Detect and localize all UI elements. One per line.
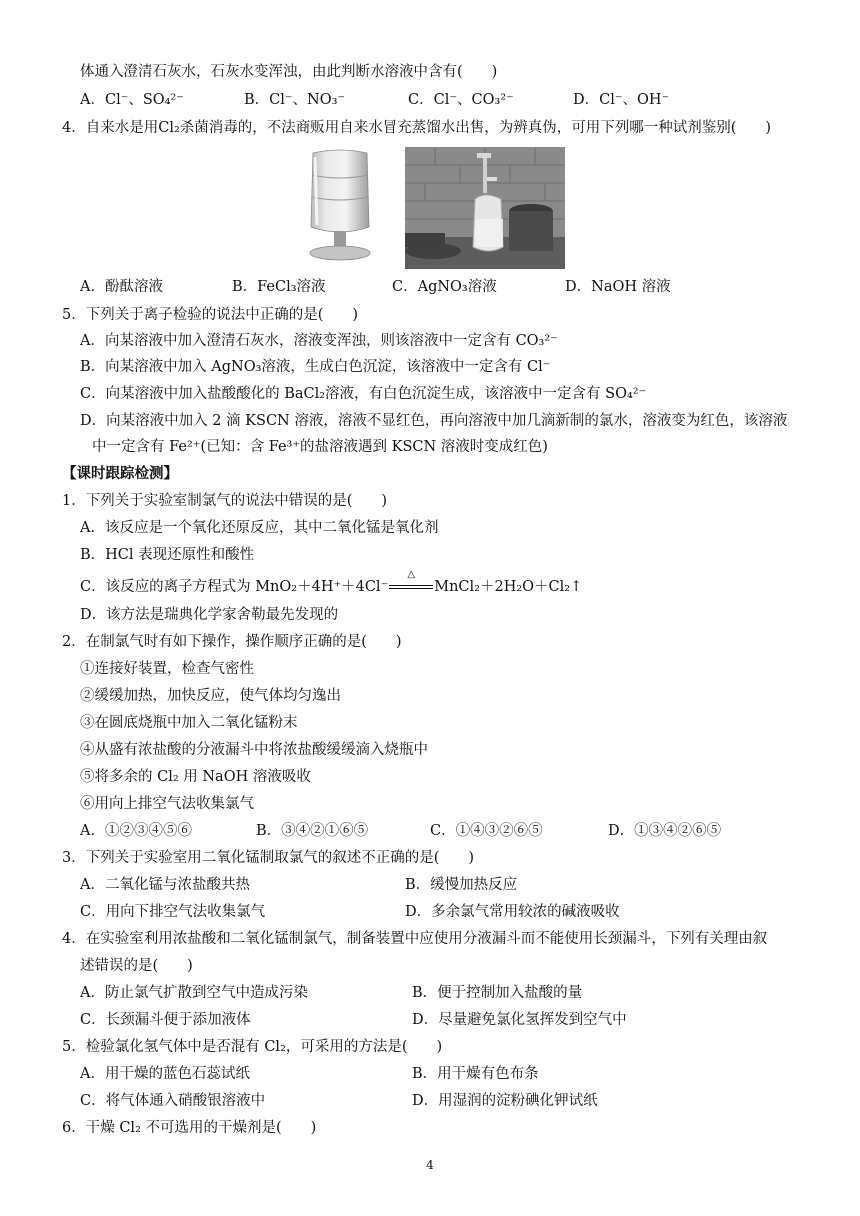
- section-heading: 【课时跟踪检测】: [62, 465, 178, 482]
- question-continuation: 体通入澄清石灰水，石灰水变浑浊，由此判断水溶液中含有( ): [80, 64, 498, 80]
- s5-option-c: C．将气体通入硝酸银溶液中: [80, 1093, 266, 1109]
- s1-option-b: B．HCl 表现还原性和酸性: [80, 547, 255, 563]
- option-c: C．Cl⁻、CO₃²⁻: [408, 92, 514, 108]
- s2-step-2: ②缓缓加热，加快反应，使气体均匀逸出: [80, 688, 341, 704]
- q5-option-c: C．向某溶液中加入盐酸酸化的 BaCl₂溶液，有白色沉淀生成，该溶液中一定含有 SO₄²⁻: [80, 386, 647, 402]
- s3-option-d: D．多余氯气常用较浓的碱液吸收: [405, 904, 620, 920]
- option-b: B．Cl⁻、NO₃⁻: [244, 92, 346, 108]
- heating-condition-icon: △: [407, 569, 416, 580]
- s5-option-d: D．用湿润的淀粉碘化钾试纸: [412, 1093, 598, 1109]
- tap-water-photo: [405, 147, 565, 269]
- s6-stem: 6．干燥 Cl₂ 不可选用的干燥剂是( ): [62, 1120, 317, 1136]
- s4-option-c: C．长颈漏斗便于添加液体: [80, 1012, 251, 1028]
- s1-option-c-left: C．该反应的离子方程式为 MnO₂＋4H⁺＋4Cl⁻: [80, 579, 389, 595]
- question-4-stem: 4．自来水是用Cl₂杀菌消毒的，不法商贩用自来水冒充蒸馏水出售，为辨真伪，可用下列哪一种试剂鉴别( ): [62, 120, 772, 136]
- s4-stem-line2: 述错误的是( ): [80, 958, 193, 974]
- s1-option-a: A．该反应是一个氧化还原反应，其中二氧化锰是氧化剂: [80, 520, 439, 536]
- s2-step-4: ④从盛有浓盐酸的分液漏斗中将浓盐酸缓缓滴入烧瓶中: [80, 742, 428, 758]
- s4-option-a: A．防止氯气扩散到空气中造成污染: [80, 985, 308, 1001]
- s3-option-a: A．二氧化锰与浓盐酸共热: [80, 877, 250, 893]
- option-a: A．Cl⁻、SO₄²⁻: [80, 92, 184, 108]
- q5-option-a: A．向某溶液中加入澄清石灰水，溶液变浑浊，则该溶液中一定含有 CO₃²⁻: [80, 333, 558, 349]
- s2-stem: 2．在制氯气时有如下操作，操作顺序正确的是( ): [62, 634, 402, 650]
- q4-option-a: A．酚酞溶液: [80, 279, 163, 295]
- s4-option-b: B．便于控制加入盐酸的量: [412, 985, 583, 1001]
- q5-option-d-line2: 中一定含有 Fe²⁺(已知：含 Fe³⁺的盐溶液遇到 KSCN 溶液时变成红色): [92, 439, 548, 455]
- s2-option-d: D．①③④②⑥⑤: [608, 823, 722, 839]
- s3-option-c: C．用向下排空气法收集氯气: [80, 904, 266, 920]
- page-number: 4: [426, 1158, 434, 1172]
- q4-option-c: C．AgNO₃溶液: [392, 279, 497, 295]
- s3-stem: 3．下列关于实验室用二氧化锰制取氯气的叙述不正确的是( ): [62, 850, 475, 866]
- s5-option-b: B．用干燥有色布条: [412, 1066, 539, 1082]
- s2-step-6: ⑥用向上排空气法收集氯气: [80, 796, 254, 812]
- s1-option-d: D．该方法是瑞典化学家舍勒最先发现的: [80, 607, 339, 623]
- s2-option-b: B．③④②①⑥⑤: [256, 823, 369, 839]
- q5-option-d-line1: D．向某溶液中加入 2 滴 KSCN 溶液，溶液不显红色，再向溶液中加几滴新制的氯水，溶液变为红色，该溶液: [80, 413, 788, 429]
- s2-option-c: C．①④③②⑥⑤: [430, 823, 543, 839]
- s5-stem: 5．检验氯化氢气体中是否混有 Cl₂，可采用的方法是( ): [62, 1039, 443, 1055]
- s2-step-3: ③在圆底烧瓶中加入二氧化锰粉末: [80, 715, 298, 731]
- s4-stem-line1: 4．在实验室利用浓盐酸和二氧化锰制氯气，制备装置中应使用分液漏斗而不能使用长颈漏斗，下列有关理由叙: [62, 931, 768, 947]
- q4-option-d: D．NaOH 溶液: [565, 279, 671, 295]
- reaction-arrow: [388, 569, 434, 597]
- s3-option-b: B．缓慢加热反应: [405, 877, 518, 893]
- question-5-stem: 5．下列关于离子检验的说法中正确的是( ): [62, 307, 359, 323]
- q4-option-b: B．FeCl₃溶液: [232, 279, 326, 295]
- s2-option-a: A．①②③④⑤⑥: [80, 823, 192, 839]
- option-d: D．Cl⁻、OH⁻: [573, 92, 670, 108]
- s4-option-d: D．尽量避免氯化氢挥发到空气中: [412, 1012, 627, 1028]
- water-bottle-image: [303, 147, 377, 269]
- q5-option-b: B．向某溶液中加入 AgNO₃溶液，生成白色沉淀，该溶液中一定含有 Cl⁻: [80, 359, 551, 375]
- s2-step-1: ①连接好装置，检查气密性: [80, 661, 254, 677]
- s2-step-5: ⑤将多余的 Cl₂ 用 NaOH 溶液吸收: [80, 769, 311, 785]
- s5-option-a: A．用干燥的蓝色石蕊试纸: [80, 1066, 250, 1082]
- s1-option-c: [80, 569, 583, 597]
- s1-option-c-right: MnCl₂＋2H₂O＋Cl₂↑: [434, 579, 583, 595]
- s1-stem: 1．下列关于实验室制氯气的说法中错误的是( ): [62, 493, 388, 509]
